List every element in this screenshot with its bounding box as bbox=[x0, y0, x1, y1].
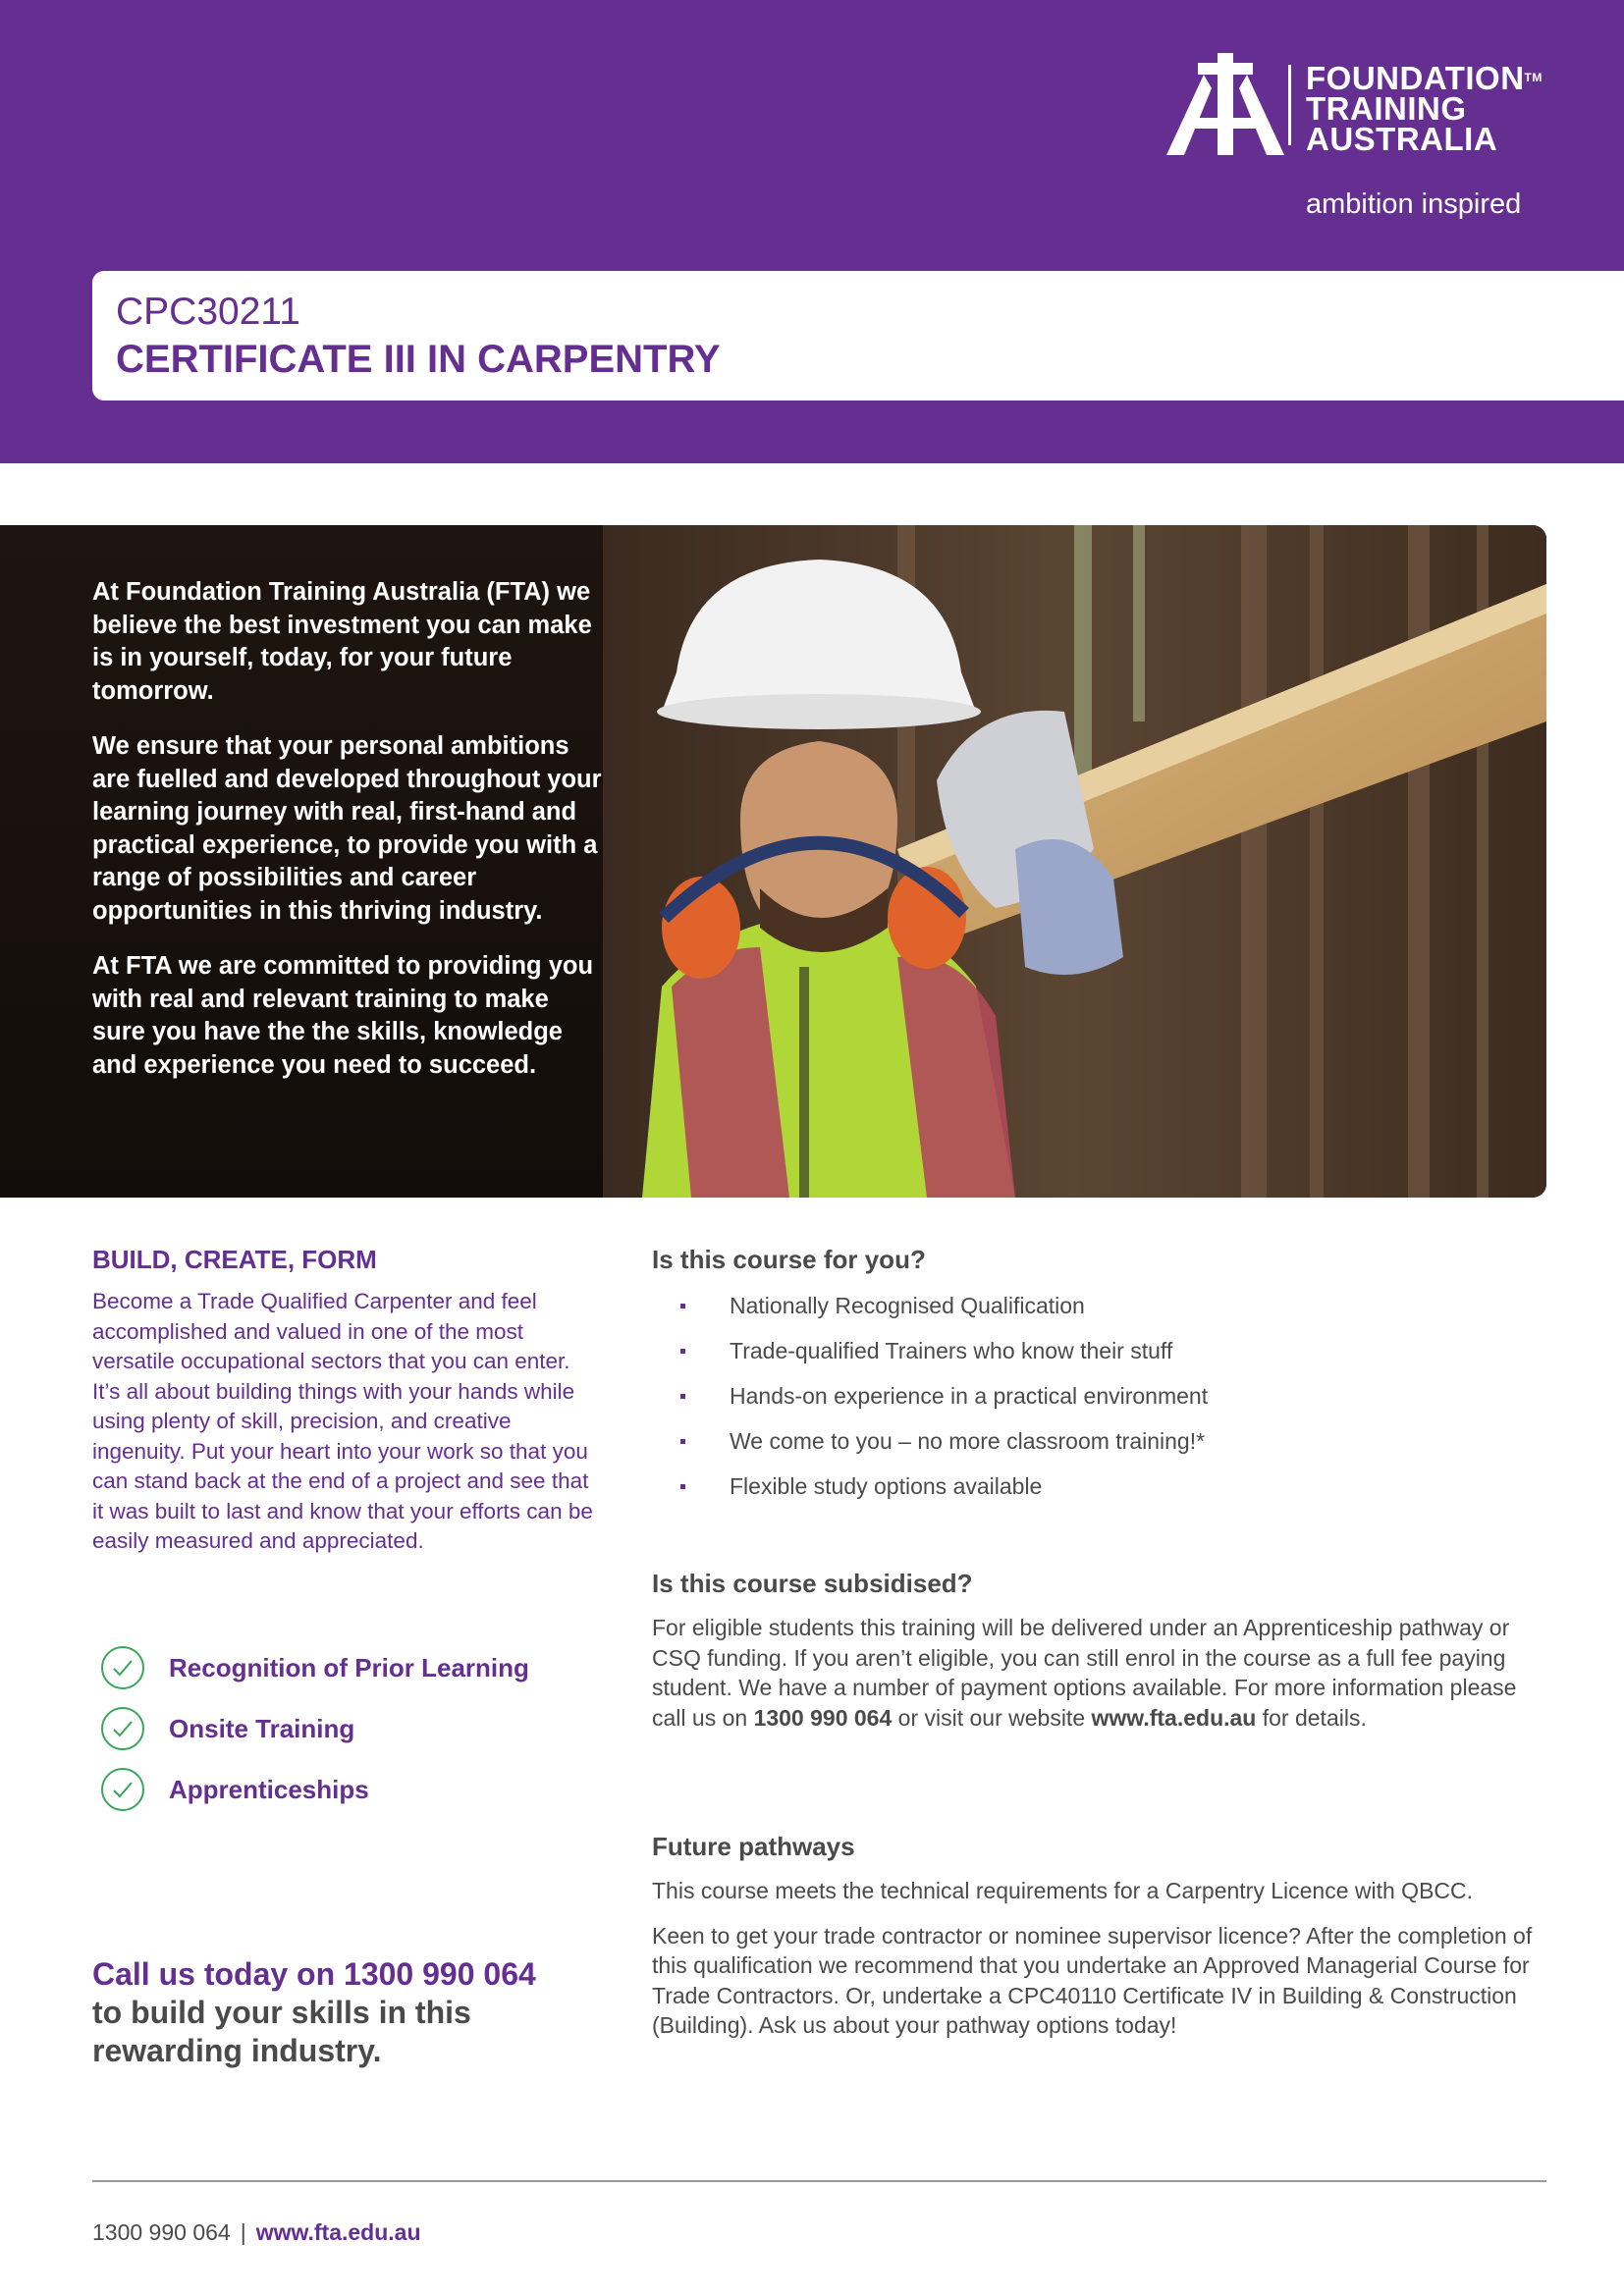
left-column bbox=[92, 1245, 603, 1557]
subsidised-url-link[interactable]: www.fta.edu.au bbox=[1091, 1704, 1257, 1731]
subsidised-text-1: For eligible students this training will be delivered under an Apprenticeship pathway or CSQ funding. If you aren’t eligible, you can still enrol in the course as a full fee paying student. We have a number of payment options available. For more information please call us on bbox=[652, 1615, 1517, 1731]
call-to-action bbox=[92, 1955, 642, 2070]
title-card bbox=[92, 271, 1624, 400]
benefit-text: We come to you – no more classroom training!* bbox=[730, 1428, 1206, 1454]
bullet-icon bbox=[680, 1394, 685, 1399]
logo-line-1: FOUNDATION bbox=[1306, 60, 1525, 96]
footer-phone[interactable]: 1300 990 064 bbox=[92, 2219, 231, 2245]
pathways-paragraph-1: This course meets the technical requirements for a Carpentry Licence with QBCC. bbox=[652, 1878, 1474, 1903]
benefit-text: Flexible study options available bbox=[730, 1473, 1043, 1499]
build-heading: BUILD, CREATE, FORM bbox=[92, 1245, 377, 1274]
hero-section bbox=[0, 525, 1546, 1198]
header-banner bbox=[0, 0, 1624, 463]
tagline: ambition inspired bbox=[1306, 188, 1522, 220]
course-for-you-section bbox=[652, 1245, 1536, 1517]
benefit-text: Nationally Recognised Qualification bbox=[730, 1293, 1085, 1318]
bullet-icon bbox=[680, 1304, 685, 1308]
trademark: TM bbox=[1524, 71, 1543, 84]
course-title: CERTIFICATE III IN CARPENTRY bbox=[116, 338, 721, 381]
for-you-heading: Is this course for you? bbox=[652, 1245, 926, 1274]
hero-paragraph-2: We ensure that your personal ambitions are fuelled and developed throughout your learning journey with real, first-hand and practical experience, to provide you with a range of possibilities and career opportunities in this thriving industry. bbox=[92, 732, 602, 925]
check-circle-icon bbox=[100, 1645, 145, 1690]
logo-wordmark bbox=[1306, 60, 1543, 157]
subsidised-heading: Is this course subsidised? bbox=[652, 1569, 973, 1598]
pathways-heading: Future pathways bbox=[652, 1832, 855, 1861]
hero-paragraph-1: At Foundation Training Australia (FTA) we believe the best investment you can make is in yourself, today, for your future tomorrow. bbox=[92, 578, 592, 705]
logo-divider bbox=[1288, 65, 1291, 145]
benefits-list bbox=[652, 1291, 1536, 1517]
footer-divider bbox=[92, 2180, 1546, 2182]
check-circle-icon bbox=[100, 1767, 145, 1812]
logo-line-2: TRAINING bbox=[1306, 90, 1467, 127]
subsidised-phone[interactable]: 1300 990 064 bbox=[753, 1704, 893, 1731]
subsidised-section bbox=[652, 1569, 1536, 1733]
intro-paragraph: Become a Trade Qualified Carpenter and feel accomplished and valued in one of the most versatile occupational sectors that you can enter. It’s all about building things with your hands while using plenty of skill, precision, and creative ingenuity. Put your heart into your work so that you can stand back at the end of a project and see that it was built to last and know that your efforts can be easily measured and appreciated. bbox=[92, 1289, 593, 1553]
logo-line-3: AUSTRALIA bbox=[1306, 121, 1498, 157]
footer-separator: | bbox=[240, 2219, 246, 2245]
pathways-section bbox=[652, 1832, 1536, 2041]
benefit-text: Trade-qualified Trainers who know their stuff bbox=[730, 1338, 1173, 1363]
pathways-paragraph-2: Keen to get your trade contractor or nominee supervisor licence? After the completion of this qualification we recommend that you undertake an Approved Managerial Course for Trade Contractors. Or, undertake a CPC40110 Certificate IV in Building & Construction (Building). Ask us about your pathway options today! bbox=[652, 1922, 1533, 2038]
subsidised-text-2: or visit our website bbox=[892, 1704, 1092, 1731]
check-label: Recognition of Prior Learning bbox=[169, 1653, 529, 1682]
check-circle-icon bbox=[100, 1706, 145, 1751]
bullet-icon bbox=[680, 1439, 685, 1444]
fta-logo bbox=[1166, 53, 1549, 161]
list-item bbox=[652, 1381, 1536, 1426]
footer-url-link[interactable]: www.fta.edu.au bbox=[255, 2219, 421, 2245]
fta-logo-mark-icon bbox=[1166, 53, 1284, 155]
cta-line-1: Call us today on 1300 990 064 bbox=[92, 1956, 536, 1992]
subsidised-paragraph bbox=[652, 1613, 1536, 1733]
check-label: Apprenticeships bbox=[169, 1775, 369, 1804]
footer bbox=[92, 2219, 421, 2246]
hero-paragraph-3: At FTA we are committed to providing you with real and relevant training to make sure you have the the skills, knowledge and experience you need to succeed. bbox=[92, 952, 594, 1079]
benefit-text: Hands-on experience in a practical environment bbox=[730, 1383, 1209, 1409]
subsidised-text-3: for details. bbox=[1256, 1704, 1367, 1731]
list-item bbox=[652, 1336, 1536, 1381]
course-code: CPC30211 bbox=[116, 291, 300, 333]
cta-line-3: rewarding industry. bbox=[92, 2033, 382, 2068]
list-item bbox=[652, 1291, 1536, 1336]
bullet-icon bbox=[680, 1349, 685, 1354]
check-label: Onsite Training bbox=[169, 1714, 355, 1743]
bullet-icon bbox=[680, 1484, 685, 1489]
list-item bbox=[652, 1471, 1536, 1517]
list-item bbox=[652, 1426, 1536, 1471]
carpenter-photo bbox=[603, 525, 1546, 1198]
cta-line-2: to build your skills in this bbox=[92, 1995, 471, 2030]
hero-text bbox=[92, 576, 603, 1104]
